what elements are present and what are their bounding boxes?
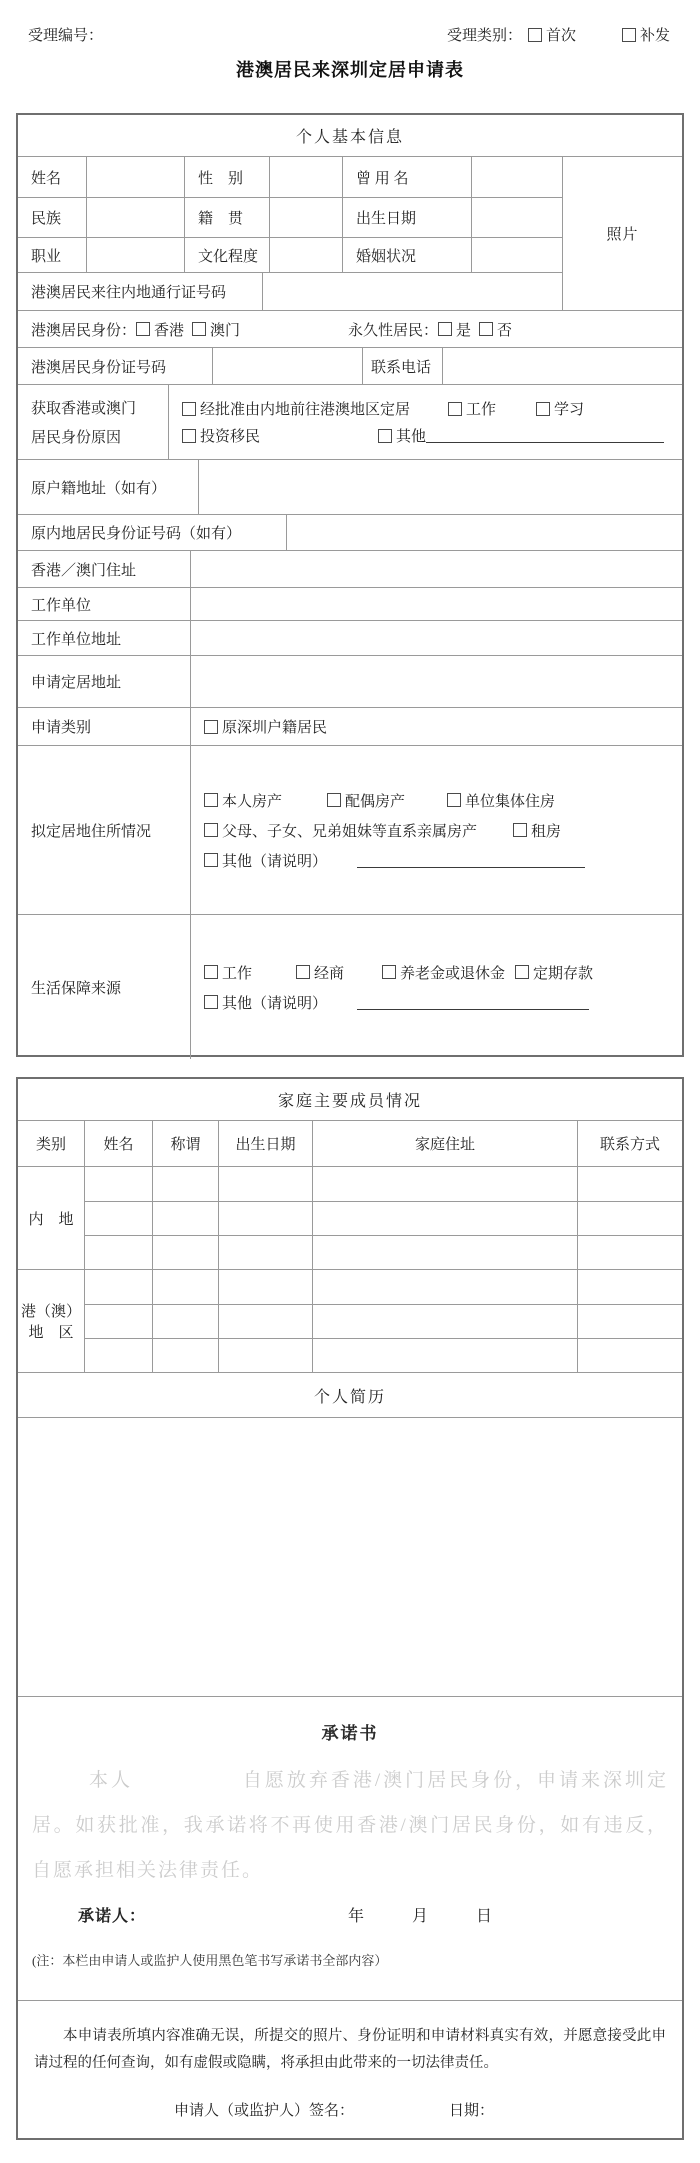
member-name-cell[interactable]: [84, 1236, 152, 1269]
checkbox-icon[interactable]: [204, 853, 218, 867]
checkbox-icon[interactable]: [515, 965, 529, 979]
family-group-hkmo: [18, 1269, 682, 1372]
member-name-cell[interactable]: [84, 1339, 152, 1372]
ethnicity-input-cell[interactable]: [86, 198, 184, 237]
checkbox-icon[interactable]: [182, 402, 196, 416]
commitment-section: [18, 1696, 682, 2000]
member-relation-cell[interactable]: [152, 1167, 218, 1201]
residence-situation-options: [190, 746, 682, 914]
personal-info-table: [16, 113, 684, 1057]
member-address-cell[interactable]: [312, 1202, 577, 1235]
native-place-label: 籍 贯: [184, 198, 269, 237]
checkbox-livelihood-work[interactable]: 工作: [204, 962, 252, 983]
employer-label: 工作单位: [31, 597, 92, 614]
name-label: 姓名: [31, 170, 62, 187]
member-relation-cell[interactable]: [152, 1202, 218, 1235]
resume-blank-area[interactable]: [18, 1417, 682, 1696]
member-relation-cell[interactable]: [152, 1339, 218, 1372]
member-address-cell[interactable]: [312, 1305, 577, 1338]
declaration-text: 本申请表所填内容准确无误，所提交的照片、身份证明和申请材料真实有效，并愿意接受此申请过程的任何查询，如有虚假或隐瞒，将承担由此带来的一切法律责任。: [34, 2028, 666, 2071]
family-and-commitment-table: [16, 1077, 684, 2140]
checkbox-fixed-deposit[interactable]: 定期存款: [515, 962, 593, 983]
education-label: 文化程度: [184, 238, 269, 272]
member-contact-cell[interactable]: [577, 1270, 682, 1304]
family-member-row: [84, 1201, 682, 1235]
member-birth-cell[interactable]: [218, 1305, 312, 1338]
checkbox-first-option[interactable]: 首次: [528, 24, 576, 45]
checkbox-icon[interactable]: [204, 995, 218, 1009]
commitment-note: (注：本栏由申请人或监护人使用黑色笔书写承诺书全部内容）: [32, 1953, 388, 1968]
acceptance-number-label: 受理编号：: [28, 28, 104, 44]
member-birth-cell[interactable]: [218, 1167, 312, 1201]
signature-label: 申请人（或监护人）签名：: [174, 2103, 355, 2119]
promiser-label: 承诺人：: [78, 1908, 147, 1925]
checkbox-yes[interactable]: 是: [438, 319, 471, 340]
member-relation-cell[interactable]: [152, 1270, 218, 1304]
checkbox-icon[interactable]: [447, 793, 461, 807]
checkbox-hongkong[interactable]: 香港: [136, 319, 184, 340]
permit-number-input-cell[interactable]: [262, 273, 562, 310]
residence-situation-label: 拟定居地住所情况: [31, 823, 152, 840]
member-birth-cell[interactable]: [218, 1202, 312, 1235]
occupation-input-cell[interactable]: [86, 238, 184, 272]
checkbox-icon[interactable]: [204, 720, 218, 734]
family-member-row: [84, 1304, 682, 1338]
employer-address-label: 工作单位地址: [31, 631, 122, 648]
family-member-row: [84, 1270, 682, 1304]
phone-label: 联系电话: [362, 348, 442, 384]
former-name-label: 曾 用 名: [342, 157, 471, 197]
checkbox-icon[interactable]: [136, 322, 150, 336]
member-name-cell[interactable]: [84, 1305, 152, 1338]
member-address-cell[interactable]: [312, 1236, 577, 1269]
phone-input-cell[interactable]: [442, 348, 682, 384]
checkbox-investment[interactable]: 投资移民: [182, 425, 260, 446]
hk-mo-address-label: 香港／澳门住址: [31, 562, 137, 579]
member-contact-cell[interactable]: [577, 1167, 682, 1201]
section-resume: 个人简历: [18, 1372, 682, 1417]
checkbox-icon[interactable]: [182, 429, 196, 443]
checkbox-icon[interactable]: [378, 429, 392, 443]
commitment-sample-text: 本人 自愿放弃香港/澳门居民身份，申请来深圳定居。如获批准，我承诺将不再使用香港/澳门居民身份，如有违反，自愿承担相关法律责任。: [32, 1770, 668, 1881]
gender-input-cell[interactable]: [269, 157, 342, 197]
checkbox-icon[interactable]: [479, 322, 493, 336]
checkbox-rental[interactable]: 租房: [513, 820, 561, 841]
checkbox-icon[interactable]: [192, 322, 206, 336]
checkbox-icon[interactable]: [438, 322, 452, 336]
family-member-row: [84, 1235, 682, 1269]
occupation-label: 职业: [31, 248, 62, 265]
identity-reason-label: 获取香港或澳门 居民身份原因: [31, 401, 137, 446]
settlement-address-label: 申请定居地址: [31, 675, 122, 691]
family-group-mainland: [18, 1166, 682, 1269]
col-header-name: 姓名: [84, 1121, 152, 1166]
employer-input-cell[interactable]: [190, 588, 682, 620]
declaration-section: [18, 2000, 682, 2142]
checkbox-icon[interactable]: [528, 28, 542, 42]
fill-in-line[interactable]: [357, 853, 585, 868]
member-address-cell[interactable]: [312, 1167, 577, 1201]
acceptance-category-label: 受理类别：: [446, 28, 522, 44]
identity-row: [18, 311, 682, 347]
former-name-input-cell[interactable]: [471, 157, 562, 197]
checkbox-business[interactable]: 经商: [296, 962, 344, 983]
gender-label: 性 别: [184, 157, 269, 197]
checkbox-icon[interactable]: [536, 402, 550, 416]
ethnicity-label: 民族: [31, 211, 62, 227]
education-input-cell[interactable]: [269, 238, 342, 272]
member-address-cell[interactable]: [312, 1270, 577, 1304]
checkbox-icon[interactable]: [622, 28, 636, 42]
checkbox-relative-property[interactable]: 父母、子女、兄弟姐妹等直系亲属房产: [204, 820, 477, 841]
fill-in-line[interactable]: [426, 428, 664, 443]
checkbox-icon[interactable]: [296, 965, 310, 979]
livelihood-source-options: [190, 915, 682, 1059]
checkbox-icon[interactable]: [448, 402, 462, 416]
employer-address-input-cell[interactable]: [190, 621, 682, 655]
member-relation-cell[interactable]: [152, 1305, 218, 1338]
checkbox-icon[interactable]: [204, 965, 218, 979]
checkbox-former-shenzhen-resident[interactable]: 原深圳户籍居民: [204, 716, 327, 737]
group-mainland-label: 内 地: [28, 1211, 74, 1228]
member-name-cell[interactable]: [84, 1202, 152, 1235]
member-name-cell[interactable]: [84, 1167, 152, 1201]
member-contact-cell[interactable]: [577, 1305, 682, 1338]
date-label: 日期：: [449, 2103, 495, 2119]
checkbox-macau[interactable]: 澳门: [192, 319, 240, 340]
settlement-address-input-cell[interactable]: [190, 656, 682, 707]
col-header-home-address: 家庭住址: [312, 1121, 577, 1166]
commitment-title: 承诺书: [321, 1724, 379, 1743]
application-type-options: [190, 708, 682, 745]
member-contact-cell[interactable]: [577, 1202, 682, 1235]
checkbox-other-reason[interactable]: 其他: [378, 425, 426, 446]
col-header-contact: 联系方式: [577, 1121, 682, 1166]
checkbox-work[interactable]: 工作: [448, 398, 496, 419]
checkbox-other-livelihood[interactable]: 其他（请说明）: [204, 992, 327, 1013]
checkbox-pension[interactable]: 养老金或退休金: [382, 962, 505, 983]
member-address-cell[interactable]: [312, 1339, 577, 1372]
name-input-cell[interactable]: [86, 157, 184, 197]
livelihood-source-label: 生活保障来源: [31, 980, 122, 997]
photo-box: 照片: [562, 157, 682, 310]
form-title: 港澳居民来深圳定居申请表: [236, 60, 464, 80]
hk-mo-address-input-cell[interactable]: [190, 551, 682, 587]
checkbox-icon[interactable]: [513, 823, 527, 837]
permit-number-label: 港澳居民来往内地通行证号码: [31, 285, 227, 301]
col-header-relation: 称谓: [152, 1121, 218, 1166]
checkbox-study[interactable]: 学习: [536, 398, 584, 419]
checkbox-icon[interactable]: [382, 965, 396, 979]
group-hkmo-label: 港（澳） 地 区: [20, 1304, 81, 1341]
original-address-label: 原户籍地址（如有）: [31, 480, 167, 497]
checkbox-reissue-option[interactable]: 补发: [622, 24, 670, 45]
form-header: [28, 24, 670, 45]
checkbox-no[interactable]: 否: [479, 319, 512, 340]
basic-rows-with-photo: [18, 156, 682, 310]
checkbox-icon[interactable]: [204, 793, 218, 807]
checkbox-icon[interactable]: [204, 823, 218, 837]
family-member-row: [84, 1338, 682, 1372]
col-header-birth-date: 出生日期: [218, 1121, 312, 1166]
member-relation-cell[interactable]: [152, 1236, 218, 1269]
original-id-input-cell[interactable]: [286, 515, 682, 550]
marital-status-input-cell[interactable]: [471, 238, 562, 272]
commitment-date-fields: 年 月 日: [347, 1908, 492, 1925]
family-member-row: [84, 1167, 682, 1201]
checkbox-unit-collective-housing[interactable]: 单位集体住房: [447, 790, 555, 811]
birth-date-input-cell[interactable]: [471, 198, 562, 237]
identity-reason-options: [168, 385, 682, 459]
hk-mo-identity-label: 港澳居民身份：: [31, 322, 137, 339]
application-type-label: 申请类别: [31, 720, 92, 736]
member-contact-cell[interactable]: [577, 1236, 682, 1269]
checkbox-spouse-property[interactable]: 配偶房产: [327, 790, 405, 811]
member-birth-cell[interactable]: [218, 1339, 312, 1372]
checkbox-approved-settle[interactable]: 经批准由内地前往港澳地区定居: [182, 398, 410, 419]
native-place-input-cell[interactable]: [269, 198, 342, 237]
original-id-label: 原内地居民身份证号码（如有）: [31, 526, 242, 542]
col-header-category: 类别: [35, 1137, 66, 1153]
id-number-input-cell[interactable]: [212, 348, 362, 384]
fill-in-line[interactable]: [357, 995, 589, 1010]
section-personal-info: 个人基本信息: [295, 129, 404, 146]
id-number-label: 港澳居民身份证号码: [31, 359, 167, 376]
checkbox-other-residence[interactable]: 其他（请说明）: [204, 850, 327, 871]
permanent-resident-label: 永久性居民：: [348, 322, 439, 339]
original-address-input-cell[interactable]: [198, 460, 682, 514]
member-contact-cell[interactable]: [577, 1339, 682, 1372]
checkbox-own-property[interactable]: 本人房产: [204, 790, 282, 811]
checkbox-icon[interactable]: [327, 793, 341, 807]
member-birth-cell[interactable]: [218, 1270, 312, 1304]
marital-status-label: 婚姻状况: [342, 238, 471, 272]
section-family-members: 家庭主要成员情况: [277, 1093, 422, 1110]
birth-date-label: 出生日期: [342, 198, 471, 237]
member-name-cell[interactable]: [84, 1270, 152, 1304]
member-birth-cell[interactable]: [218, 1236, 312, 1269]
